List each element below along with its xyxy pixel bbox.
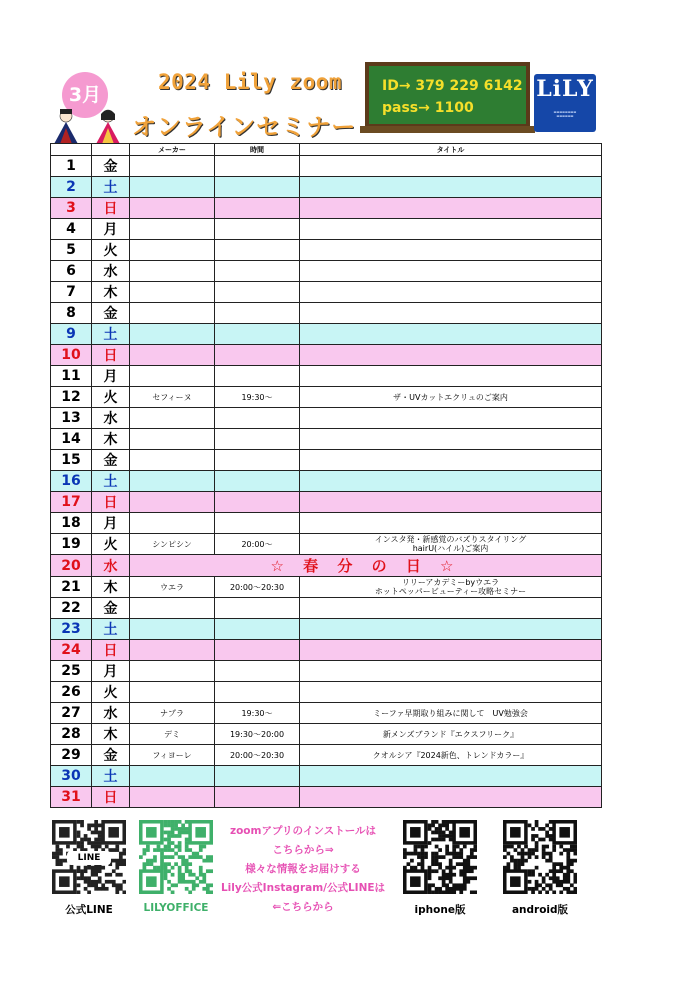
- title-cell: [300, 324, 602, 345]
- time-cell: [215, 450, 300, 471]
- maker-cell: [130, 408, 215, 429]
- weekday-cell: 金: [92, 156, 130, 177]
- day-cell: 12: [51, 387, 92, 408]
- time-cell: [215, 429, 300, 450]
- time-cell: [215, 492, 300, 513]
- time-cell: [215, 303, 300, 324]
- time-cell: [215, 324, 300, 345]
- qr-line-label: 公式LINE: [65, 904, 113, 916]
- weekday-cell: 土: [92, 177, 130, 198]
- table-row: [51, 513, 602, 534]
- maker-cell: [130, 240, 215, 261]
- weekday-cell: 水: [92, 261, 130, 282]
- table-row: [51, 724, 602, 745]
- time-cell: [215, 766, 300, 787]
- time-cell: [215, 219, 300, 240]
- logo-text: LiLY: [536, 76, 594, 102]
- day-cell: 31: [51, 787, 92, 808]
- hina-doll-left-icon: [52, 108, 80, 146]
- info-line: 様々な情報をお届けする: [245, 863, 361, 875]
- day-cell: 19: [51, 534, 92, 555]
- maker-cell: [130, 619, 215, 640]
- chalkboard: [365, 62, 530, 128]
- title-cell: [300, 598, 602, 619]
- header-dow: [92, 144, 130, 156]
- maker-cell: [130, 366, 215, 387]
- maker-cell: ウエラ: [130, 577, 215, 598]
- time-cell: 19:30～: [215, 703, 300, 724]
- qr-line-center: LINE: [67, 851, 111, 865]
- table-row: [51, 534, 602, 555]
- instagram-qr-code-icon[interactable]: [139, 820, 213, 894]
- title-cell: [300, 408, 602, 429]
- title-cell: [300, 471, 602, 492]
- hina-doll-right-icon: [94, 108, 122, 146]
- time-cell: [215, 513, 300, 534]
- day-cell: 1: [51, 156, 92, 177]
- title-cell: クオルシア『2024新色、トレンドカラー』: [300, 745, 602, 766]
- weekday-cell: 木: [92, 724, 130, 745]
- page-title: オンラインセミナー: [132, 113, 357, 141]
- maker-cell: [130, 177, 215, 198]
- table-row: [51, 471, 602, 492]
- weekday-cell: 金: [92, 598, 130, 619]
- day-cell: 13: [51, 408, 92, 429]
- table-row: [51, 450, 602, 471]
- day-cell: 23: [51, 619, 92, 640]
- day-cell: 3: [51, 198, 92, 219]
- day-cell: 7: [51, 282, 92, 303]
- time-cell: [215, 661, 300, 682]
- time-cell: 19:30～: [215, 387, 300, 408]
- weekday-cell: 火: [92, 682, 130, 703]
- maker-cell: ナプラ: [130, 703, 215, 724]
- table-row: [51, 429, 602, 450]
- time-cell: [215, 282, 300, 303]
- day-cell: 10: [51, 345, 92, 366]
- weekday-cell: 金: [92, 745, 130, 766]
- title-cell: [300, 640, 602, 661]
- weekday-cell: 水: [92, 703, 130, 724]
- time-cell: 20:00～20:30: [215, 577, 300, 598]
- day-cell: 22: [51, 598, 92, 619]
- qr-insta-label: LILYOFFICE: [143, 902, 209, 914]
- day-cell: 24: [51, 640, 92, 661]
- table-row: [51, 345, 602, 366]
- time-cell: [215, 198, 300, 219]
- iphone-qr-code-icon[interactable]: [403, 820, 477, 894]
- table-row: [51, 682, 602, 703]
- title-cell: [300, 682, 602, 703]
- title-cell: [300, 619, 602, 640]
- weekday-cell: 火: [92, 240, 130, 261]
- time-cell: [215, 240, 300, 261]
- maker-cell: [130, 661, 215, 682]
- weekday-cell: 日: [92, 787, 130, 808]
- table-row: [51, 598, 602, 619]
- zoom-id: ID→ 379 229 6142: [382, 78, 523, 94]
- table-row: [51, 745, 602, 766]
- time-cell: 19:30～20:00: [215, 724, 300, 745]
- table-row: [51, 219, 602, 240]
- day-cell: 16: [51, 471, 92, 492]
- time-cell: [215, 682, 300, 703]
- time-cell: [215, 177, 300, 198]
- info-line: ⇐こちらから: [272, 901, 334, 913]
- maker-cell: シンピシン: [130, 534, 215, 555]
- day-cell: 29: [51, 745, 92, 766]
- table-row: [51, 387, 602, 408]
- table-header-row: [51, 144, 602, 156]
- title-cell: [300, 513, 602, 534]
- weekday-cell: 火: [92, 387, 130, 408]
- maker-cell: [130, 598, 215, 619]
- title-cell: [300, 303, 602, 324]
- maker-cell: [130, 219, 215, 240]
- title-cell: [300, 366, 602, 387]
- time-cell: [215, 261, 300, 282]
- table-row: [51, 282, 602, 303]
- maker-cell: セフィーヌ: [130, 387, 215, 408]
- weekday-cell: 土: [92, 471, 130, 492]
- maker-cell: [130, 303, 215, 324]
- weekday-cell: 木: [92, 282, 130, 303]
- day-cell: 9: [51, 324, 92, 345]
- title-year: 2024 Lily zoom: [158, 70, 343, 94]
- header-maker: メーカー: [130, 144, 215, 156]
- seminar-calendar: [50, 143, 602, 808]
- title-cell: [300, 492, 602, 513]
- title-cell: [300, 198, 602, 219]
- time-cell: 20:00～20:30: [215, 745, 300, 766]
- table-row: [51, 303, 602, 324]
- info-line: こちらから⇒: [272, 844, 334, 856]
- title-cell: [300, 156, 602, 177]
- table-row: [51, 324, 602, 345]
- table-row: [51, 766, 602, 787]
- table-row: [51, 366, 602, 387]
- title-cell: リリーアカデミーbyウエラ ホットペッパービューティー攻略セミナー: [300, 577, 602, 598]
- title-cell: [300, 240, 602, 261]
- title-cell: ミーファ早期取り組みに関して UV勉強会: [300, 703, 602, 724]
- table-row: [51, 198, 602, 219]
- maker-cell: デミ: [130, 724, 215, 745]
- weekday-cell: 月: [92, 366, 130, 387]
- title-cell: [300, 261, 602, 282]
- maker-cell: [130, 787, 215, 808]
- title-cell: インスタ発・新感覚のバズりスタイリング hairU(ハイル)ご案内: [300, 534, 602, 555]
- title-cell: [300, 429, 602, 450]
- maker-cell: フィヨーレ: [130, 745, 215, 766]
- day-cell: 5: [51, 240, 92, 261]
- weekday-cell: 日: [92, 198, 130, 219]
- time-cell: [215, 640, 300, 661]
- day-cell: 8: [51, 303, 92, 324]
- weekday-cell: 水: [92, 555, 130, 577]
- time-cell: [215, 156, 300, 177]
- title-cell: ザ・UVカットエクリュのご案内: [300, 387, 602, 408]
- weekday-cell: 木: [92, 429, 130, 450]
- qr-iphone-label: iphone版: [414, 904, 466, 916]
- maker-cell: [130, 766, 215, 787]
- day-cell: 26: [51, 682, 92, 703]
- info-line: Lily公式Instagram/公式LINEは: [220, 882, 386, 894]
- weekday-cell: 金: [92, 450, 130, 471]
- maker-cell: [130, 640, 215, 661]
- maker-cell: [130, 345, 215, 366]
- table-row: [51, 240, 602, 261]
- install-info: [218, 822, 388, 917]
- maker-cell: [130, 429, 215, 450]
- info-line: zoomアプリのインストールは: [229, 825, 377, 837]
- weekday-cell: 火: [92, 534, 130, 555]
- table-row: [51, 156, 602, 177]
- header-day: [51, 144, 92, 156]
- header-time: 時間: [215, 144, 300, 156]
- table-row: [51, 408, 602, 429]
- weekday-cell: 日: [92, 492, 130, 513]
- day-cell: 6: [51, 261, 92, 282]
- android-qr-code-icon[interactable]: [503, 820, 577, 894]
- chalkboard-ledge: [360, 126, 535, 133]
- maker-cell: [130, 450, 215, 471]
- weekday-cell: 月: [92, 219, 130, 240]
- title-cell: [300, 450, 602, 471]
- weekday-cell: 月: [92, 513, 130, 534]
- title-cell: [300, 177, 602, 198]
- day-cell: 11: [51, 366, 92, 387]
- day-cell: 17: [51, 492, 92, 513]
- time-cell: 20:00～: [215, 534, 300, 555]
- weekday-cell: 日: [92, 345, 130, 366]
- table-row: [51, 555, 602, 577]
- table-row: [51, 261, 602, 282]
- day-cell: 27: [51, 703, 92, 724]
- zoom-pass: pass→ 1100: [382, 100, 474, 116]
- maker-cell: [130, 492, 215, 513]
- time-cell: [215, 598, 300, 619]
- weekday-cell: 日: [92, 640, 130, 661]
- day-cell: 18: [51, 513, 92, 534]
- maker-cell: [130, 471, 215, 492]
- title-cell: [300, 661, 602, 682]
- qr-android-label: android版: [511, 904, 569, 916]
- day-cell: 4: [51, 219, 92, 240]
- time-cell: [215, 619, 300, 640]
- maker-cell: [130, 156, 215, 177]
- table-row: [51, 703, 602, 724]
- table-row: [51, 577, 602, 598]
- holiday-cell: ☆ 春 分 の 日 ☆: [130, 555, 602, 577]
- month-badge: 3月: [62, 72, 108, 118]
- day-cell: 30: [51, 766, 92, 787]
- day-cell: 21: [51, 577, 92, 598]
- maker-cell: [130, 513, 215, 534]
- title-cell: [300, 787, 602, 808]
- table-row: [51, 661, 602, 682]
- weekday-cell: 土: [92, 324, 130, 345]
- table-row: [51, 177, 602, 198]
- title-cell: [300, 766, 602, 787]
- day-cell: 28: [51, 724, 92, 745]
- title-cell: 新メンズブランド『エクスフリーク』: [300, 724, 602, 745]
- title-cell: [300, 282, 602, 303]
- weekday-cell: 木: [92, 577, 130, 598]
- title-cell: [300, 345, 602, 366]
- maker-cell: [130, 324, 215, 345]
- day-cell: 2: [51, 177, 92, 198]
- title-cell: [300, 219, 602, 240]
- day-cell: 15: [51, 450, 92, 471]
- time-cell: [215, 787, 300, 808]
- maker-cell: [130, 261, 215, 282]
- weekday-cell: 金: [92, 303, 130, 324]
- day-cell: 20: [51, 555, 92, 577]
- table-row: [51, 619, 602, 640]
- time-cell: [215, 471, 300, 492]
- maker-cell: [130, 198, 215, 219]
- table-row: [51, 640, 602, 661]
- weekday-cell: 水: [92, 408, 130, 429]
- maker-cell: [130, 682, 215, 703]
- table-row: [51, 492, 602, 513]
- day-cell: 25: [51, 661, 92, 682]
- maker-cell: [130, 282, 215, 303]
- header-title: タイトル: [300, 144, 602, 156]
- weekday-cell: 土: [92, 619, 130, 640]
- day-cell: 14: [51, 429, 92, 450]
- time-cell: [215, 366, 300, 387]
- weekday-cell: 土: [92, 766, 130, 787]
- logo-fineprint-icon: ▬▬▬▬▬▬▬▬ ▬▬▬▬▬▬: [553, 110, 577, 118]
- time-cell: [215, 345, 300, 366]
- table-row: [51, 787, 602, 808]
- weekday-cell: 月: [92, 661, 130, 682]
- time-cell: [215, 408, 300, 429]
